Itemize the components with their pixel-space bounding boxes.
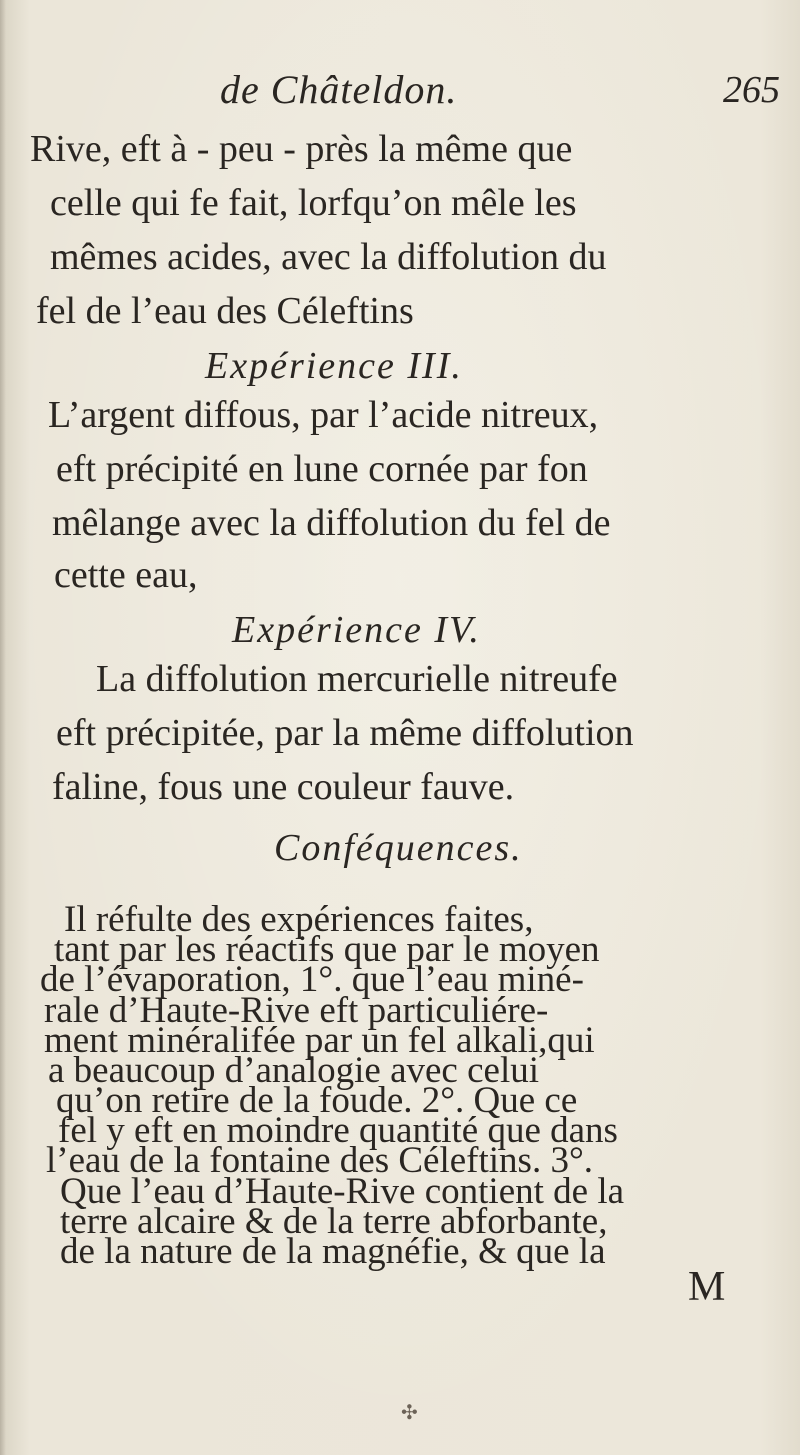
text-line: tant par les réactifs que par le moyen — [54, 929, 600, 970]
page-header — [220, 68, 780, 112]
text-line: eft précipitée, par la même diffolution — [56, 712, 634, 754]
text-line: fel de l’eau des Céleftins — [36, 290, 414, 332]
text-line: mêlange avec la diffolution du fel de — [52, 502, 611, 544]
ornament-icon: ✣ — [401, 1402, 418, 1424]
text-line: Que l’eau d’Haute-Rive contient de la — [60, 1171, 625, 1212]
text-line: faline, fous une couleur fauve. — [52, 766, 515, 808]
experience-3-heading: Expérience III. — [205, 345, 463, 387]
text-line: qu’on retire de la foude. 2°. Que ce — [56, 1080, 578, 1121]
text-line: de la nature de la magnéfie, & que la — [60, 1231, 606, 1272]
text-line: l’eau de la fontaine des Céleftins. 3°. — [46, 1140, 593, 1181]
text-line: terre alcaire & de la terre abforbante, — [60, 1201, 608, 1242]
gutter-shadow — [0, 0, 6, 1455]
text-line: Rive, eft à - peu - près la même que — [30, 128, 573, 170]
experience-4-heading: Expérience IV. — [232, 609, 481, 651]
text-line: ment minéralifée par un fel alkali,qui — [44, 1020, 595, 1061]
consequences-heading: Conféquences. — [274, 827, 523, 869]
text-line: fel y eft en moindre quantité que dans — [58, 1110, 618, 1151]
text-line: L’argent diffous, par l’acide nitreux, — [48, 394, 599, 436]
text-line: celle qui fe fait, lorfqu’on mêle les — [50, 182, 577, 224]
catchword: M — [688, 1264, 726, 1310]
page-number: 265 — [723, 69, 780, 111]
text-line: Il réfulte des expériences faites, — [64, 899, 534, 940]
text-line: eft précipité en lune cornée par fon — [56, 448, 588, 490]
text-line: mêmes acides, avec la diffolution du — [50, 236, 607, 278]
text-line: cette eau, — [54, 554, 198, 596]
text-line: de l’évaporation, 1°. que l’eau miné- — [40, 959, 584, 1000]
running-title: de Châteldon. — [220, 67, 458, 112]
text-line: a beaucoup d’analogie avec celui — [48, 1050, 540, 1091]
text-line: La diffolution mercurielle nitreufe — [96, 658, 618, 700]
text-line: rale d’Haute-Rive eft particuliére- — [44, 990, 549, 1031]
